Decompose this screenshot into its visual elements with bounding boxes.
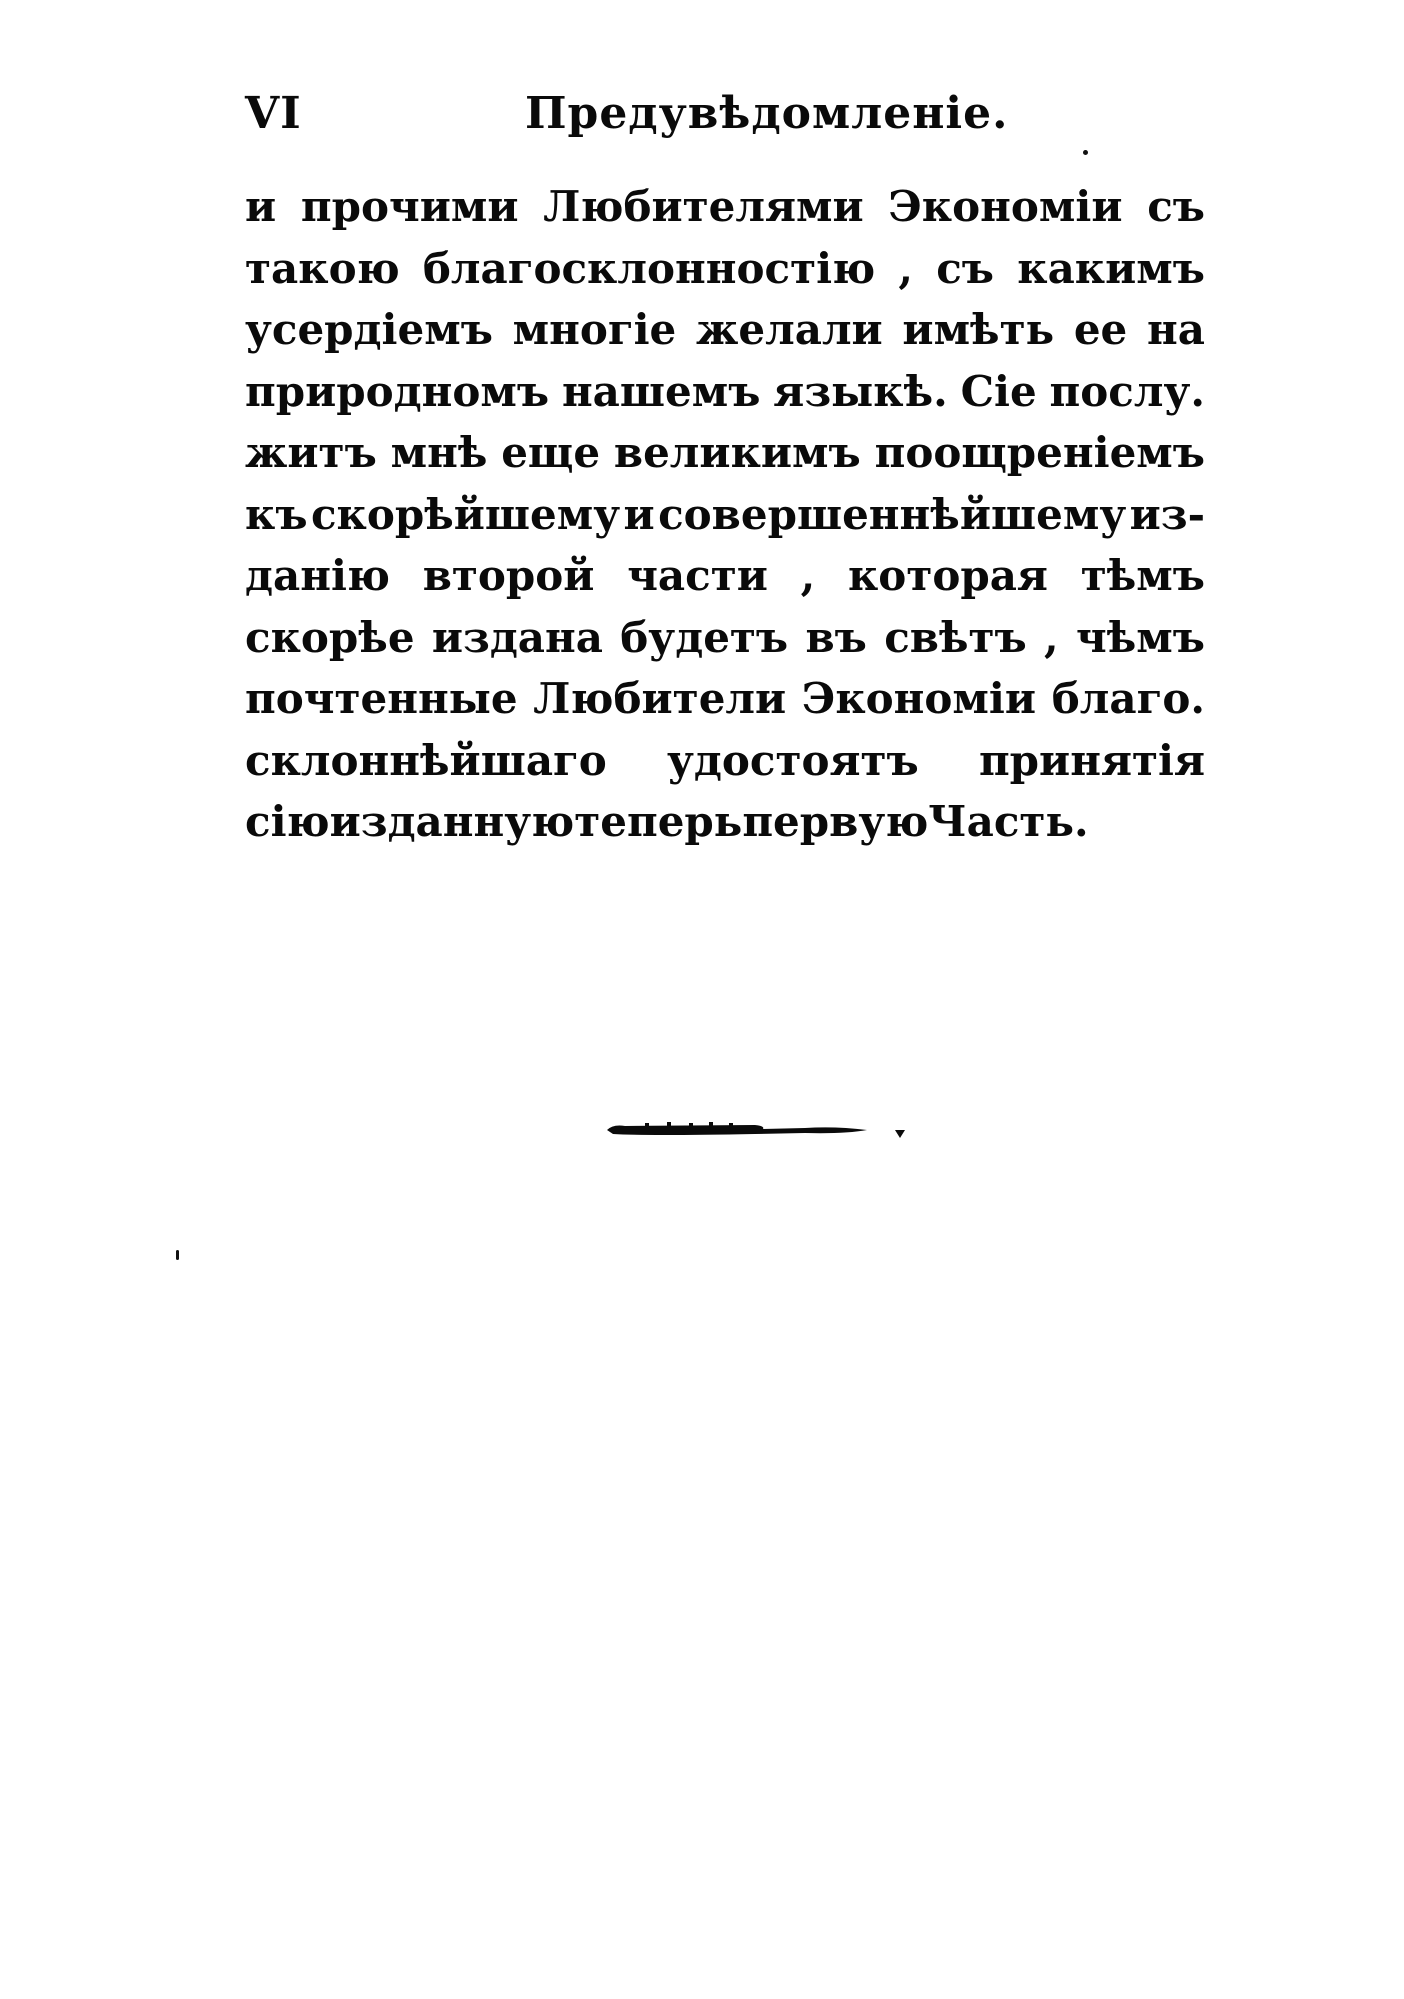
word: Экономіи — [888, 182, 1123, 231]
word: еще — [501, 428, 601, 477]
word: которая — [847, 551, 1048, 600]
print-speck — [176, 1250, 179, 1260]
page-number: VI — [245, 88, 302, 139]
word: съ — [936, 243, 995, 293]
word: въ — [805, 612, 867, 662]
word: мнѣ — [390, 428, 488, 477]
word: удостоятъ — [666, 735, 919, 785]
word: языкѣ. — [773, 366, 948, 416]
word: скорѣе — [245, 612, 415, 662]
word: природномъ — [245, 366, 550, 416]
running-title: Предувѣдомленіе. — [525, 88, 1009, 139]
word: на — [1146, 305, 1205, 354]
word: Экономіи — [801, 674, 1037, 723]
running-head — [245, 88, 1205, 148]
word: будетъ — [620, 612, 789, 662]
word: Любителями — [543, 182, 864, 231]
word: второй — [422, 551, 595, 600]
word: издана — [431, 612, 603, 662]
word: данію — [245, 551, 390, 600]
word: къ — [245, 489, 308, 539]
word: изданную — [329, 797, 575, 846]
word: какимъ — [1017, 243, 1205, 293]
text-line — [245, 422, 1205, 484]
text-line — [245, 545, 1205, 607]
print-speck — [1083, 150, 1088, 155]
text-line — [245, 361, 1205, 423]
word: прочими — [300, 182, 519, 231]
word: такою — [245, 243, 400, 293]
word: совершеннѣйшему — [658, 489, 1127, 539]
word: великимъ — [613, 428, 861, 477]
word: съ — [1147, 182, 1205, 231]
word: сію — [245, 797, 330, 846]
text-line — [245, 668, 1205, 730]
word: Любители — [533, 674, 787, 723]
word: , — [898, 243, 913, 293]
word: принятія — [978, 735, 1205, 785]
word: поощреніемъ — [874, 428, 1205, 477]
tailpiece-ornament — [605, 1118, 915, 1142]
word: многіе — [512, 305, 677, 354]
word: благо. — [1051, 674, 1205, 723]
word: , — [800, 551, 816, 600]
word: тѣмъ — [1080, 551, 1205, 600]
word: чѣмъ — [1075, 612, 1205, 662]
text-line — [245, 730, 1205, 792]
word: благосклонностію — [422, 243, 876, 293]
word: , — [1044, 612, 1059, 662]
word: ее — [1073, 305, 1128, 354]
word: почтенные — [245, 674, 518, 723]
body-text — [245, 176, 1205, 853]
text-line — [245, 607, 1205, 669]
word: имѣть — [902, 305, 1055, 354]
word: житъ — [245, 428, 377, 477]
word: желали — [695, 305, 883, 354]
word: скорѣйшему — [310, 489, 621, 539]
text-line — [245, 176, 1205, 238]
word: и — [623, 489, 655, 539]
word: усердіемъ — [245, 305, 493, 354]
word: части — [627, 551, 768, 600]
word: склоннѣйшаго — [245, 735, 607, 785]
text-line — [245, 238, 1205, 300]
word: послу. — [1049, 366, 1205, 416]
word: свѣтъ — [884, 612, 1027, 662]
text-line — [245, 791, 1205, 853]
word: теперь — [574, 797, 743, 846]
word: и — [245, 182, 277, 231]
word: из- — [1129, 489, 1205, 539]
word: Часть. — [928, 797, 1089, 846]
text-line — [245, 484, 1205, 546]
word: первую — [742, 797, 929, 846]
word: Сіе — [960, 366, 1037, 416]
text-line — [245, 299, 1205, 361]
word: нашемъ — [561, 366, 761, 416]
